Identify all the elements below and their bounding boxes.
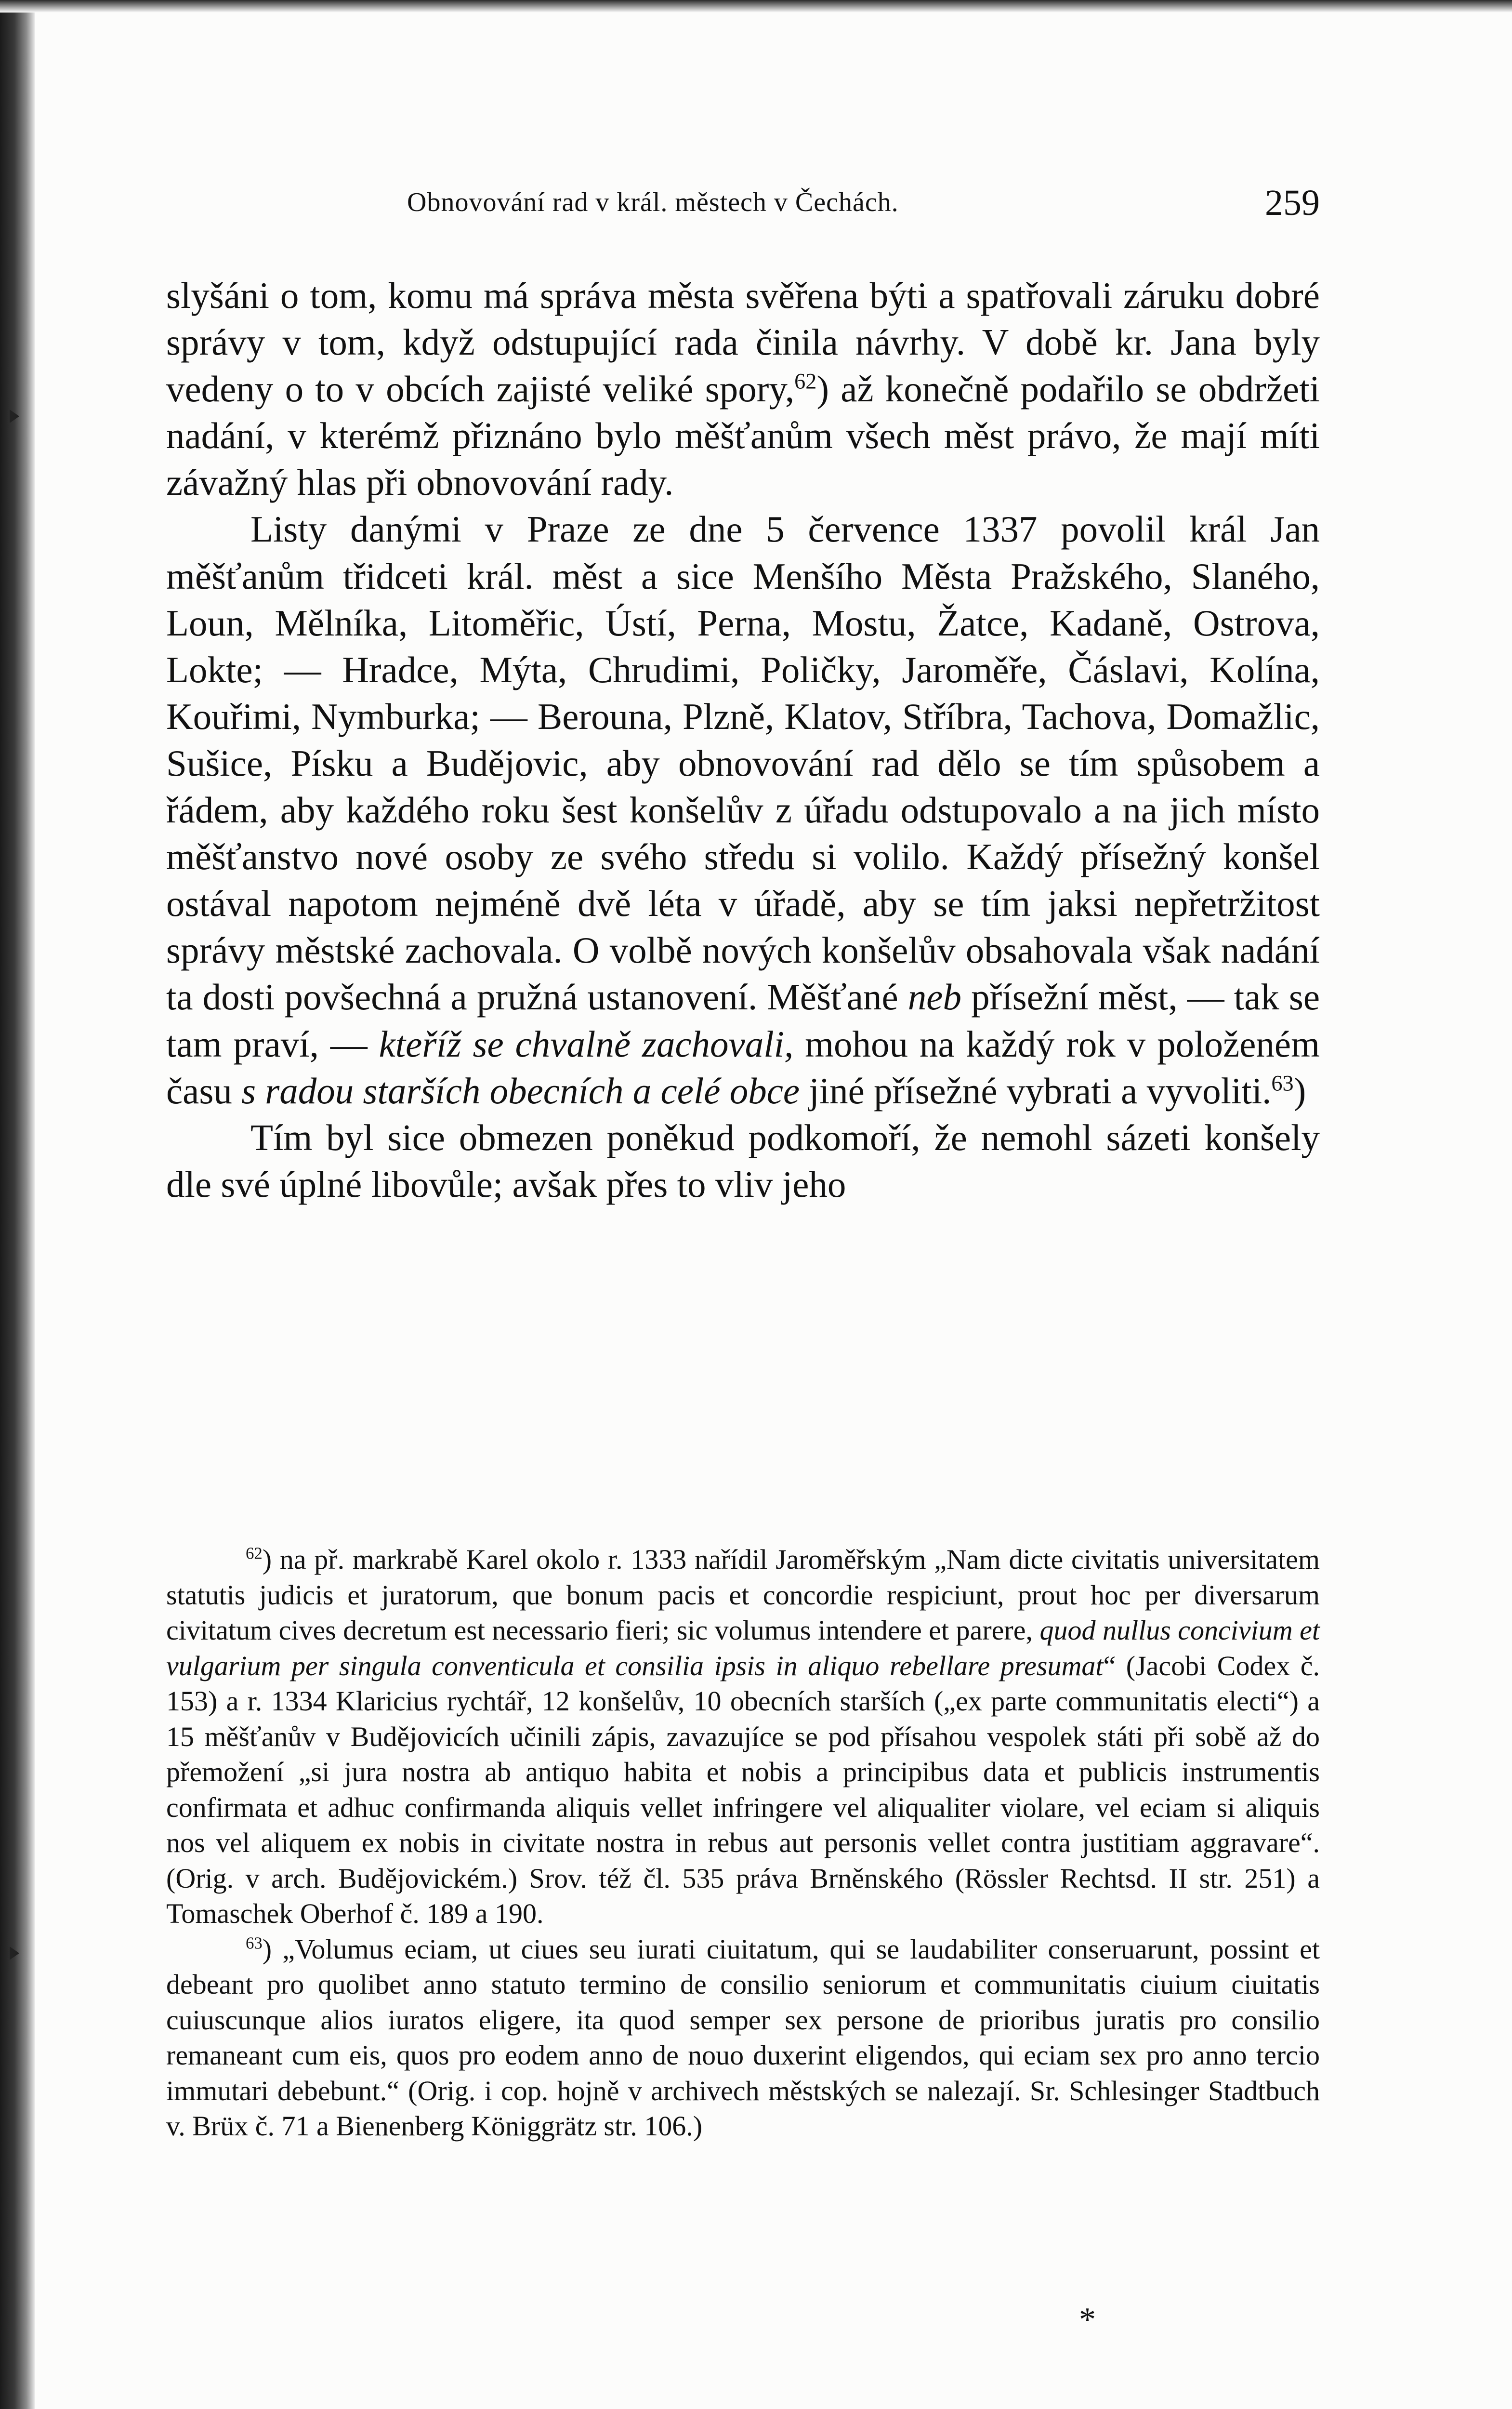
text-run: ) až konečně podařilo se obdržeti nadání, v kterémž přiznáno bylo měšťanům všech měst právo, že mají míti závažný hlas při obnovování rady. — [166, 368, 1320, 503]
footnote-number: 63 — [246, 1933, 263, 1953]
end-asterisk: * — [1079, 2301, 1096, 2338]
footnote-ref: 63 — [1271, 1070, 1294, 1095]
running-title: Obnovování rad v král. městech v Čechách. — [407, 187, 899, 217]
main-text — [166, 272, 1320, 1208]
page-number: 259 — [1265, 183, 1320, 223]
text-run: přísežní měst, — tak se tam praví, — — [166, 976, 1320, 1065]
text-run: ) na př. markrabě Karel okolo r. 1333 nařídil Jaroměřským „Nam dicte civitatis universitatem statutis judicis et juratorum, que bonum pacis et concordie respiciunt, prout hoc per diversarum civitatum cives decretum est necessario fieri; sic volumus intendere et parere, — [166, 1544, 1320, 1646]
footnote-number: 62 — [246, 1544, 263, 1563]
scan-edge-top — [0, 0, 1512, 13]
text-run: slyšáni o tom, komu má správa města svěřena býti a spatřovali záruku dobré správy v tom, když odstupující rada činila návrhy. V době kr. Jana byly vedeny o to v obcích zajisté veliké spory, — [166, 275, 1320, 410]
footnote-ref: 62 — [794, 369, 817, 394]
text-run: ) — [1293, 1070, 1306, 1112]
page-header — [166, 182, 1320, 225]
text-run: Listy danými v Praze ze dne 5 července 1337 povolil král Jan měšťanům třidceti král. měst a sice Menšího Města Pražského, Slaného, Loun, Mělníka, Litoměřic, Ústí, Perna, Mostu, Žatce, Kadaně, Ostrova, Lokte; — Hradce, Mýta, Chrudimi, Poličky, Jaroměře, Čáslavi, Kolína, Kouřimi, Nymburka; — Berouna, Plzně, Klatov, Stříbra, Tachova, Domažlic, Sušice, Písku a Budějovic, aby obnovování rad dělo se tím spůsobem a řádem, aby každého roku šest konšelův z úřadu odstupovalo a na jich místo měšťanstvo nové osoby ze svého středu si volilo. Každý přísežný konšel ostával napotom nejméně dvě léta v úřadě, aby se tím jaksi nepřetržitost správy městské zachovala. O volbě nových konšelův obsahovala však nadání ta dosti povšechná a pružná ustanovení. Měšťané — [166, 508, 1320, 1018]
text-run: jiné přísežné vybrati a vyvoliti. — [809, 1070, 1272, 1112]
paragraph — [166, 272, 1320, 506]
margin-arrow-mark — [10, 1946, 19, 1960]
footnote-63 — [166, 1932, 1320, 2144]
footnote-62 — [166, 1542, 1320, 1932]
text-run: ) „Volumus eciam, ut ciues seu iurati ciuitatum, qui se laudabiliter conseruarunt, possint et debeant pro quolibet anno statuto termino de consilio seniorum et communitatis ciuium ciuitatis cuiuscunque alios iuratos eligere, ita quod semper sex persone de prioribus juratis pro consilio remaneant cum eis, quos pro eodem anno de nouo duxerint eligendos, qui eciam sex pro anno tercio immutari debebunt.“ (Orig. i cop. hojně v archivech městských se nalezají. Sr. Schlesinger Stadtbuch v. Brüx č. 71 a Bienenberg Königgrätz str. 106.) — [166, 1933, 1320, 2142]
paragraph — [166, 506, 1320, 1114]
footnotes — [166, 1542, 1320, 2144]
italic-run: neb — [907, 976, 961, 1018]
italic-run: quod nullus concivium et vulgarium per singula conventicula et consilia ipsis in aliquo rebellare presumat — [166, 1615, 1320, 1681]
paragraph: Tím byl sice obmezen poněkud podkomoří, že nemohl sázeti konšely dle své úplné libovůle; avšak přes to vliv jeho — [166, 1116, 1320, 1205]
italic-run: s radou starších obecních a celé obce — [241, 1070, 800, 1112]
scan-edge-left — [0, 0, 35, 2409]
italic-run: kteříž se chvalně zachovali, — [379, 1023, 794, 1065]
text-run: mohou na každý rok v položeném času — [166, 1023, 1320, 1112]
text-run: “ (Jacobi Codex č. 153) a r. 1334 Klaricius rychtář, 12 konšelův, 10 obecních starších („ex parte communitatis electi“) a 15 měšťanův v Budějovicích učinili zápis, zavazujíce se pod přísahou vespolek státi při sobě až do přemožení „si jura nostra ab antiquo habita et nobis a principibus data et publicis instrumentis confirmata et adhuc confirmanda aliquis vellet infringere vel aliqualiter violare, vel eciam si aliquis nos vel aliquem ex nobis in civitate nostra in rebus aut personis vellet contra justitiam aggravare“. (Orig. v arch. Budějovickém.) Srov. též čl. 535 práva Brněnského (Rössler Rechtsd. II str. 251) a Tomaschek Oberhof č. 189 a 190. — [166, 1650, 1320, 1929]
margin-arrow-mark — [10, 410, 19, 423]
